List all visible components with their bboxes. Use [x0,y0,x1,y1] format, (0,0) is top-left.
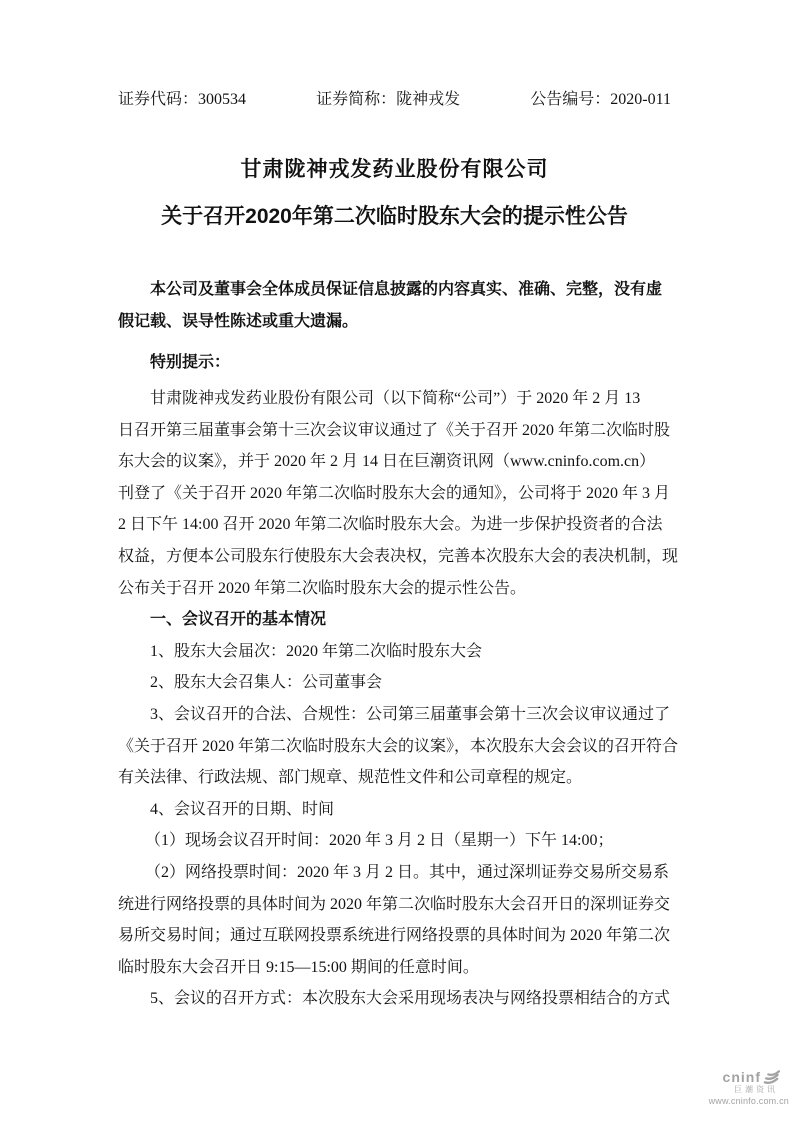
cninfo-brand-text: cninf [722,1069,761,1085]
body-line: 易所交易时间；通过互联网投票系统进行网络投票的具体时间为 2020 年第二次 [118,927,671,945]
announcement-number: 公告编号：2020-011 [530,91,671,108]
declaration-line: 本公司及董事会全体成员保证信息披露的内容真实、准确、完整，没有虚 [150,281,663,298]
body-line: 统进行网络投票的具体时间为 2020 年第二次临时股东大会召开日的深圳证券交 [118,895,671,913]
body-line: 日召开第三届董事会第十三次会议审议通过了《关于召开 2020 年第二次临时股 [118,421,671,439]
body-line: 4、会议召开的日期、时间 [150,800,335,818]
company-name-title: 甘肃陇神戎发药业股份有限公司 [240,158,549,181]
cninfo-chinese-name: 巨潮资讯 [734,1085,778,1095]
cninfo-brand-row [690,1070,790,1085]
body-line: 2、股东大会召集人：公司董事会 [150,674,383,692]
body-line: 刊登了《关于召开 2020 年第二次临时股东大会的通知》，公司将于 2020 年 3 月 [118,484,671,502]
body-line: 甘肃陇神戎发药业股份有限公司（以下简称“公司”）于 2020 年 2 月 13 [150,390,641,407]
security-code: 证券代码：300534 [118,91,247,108]
body-line: 《关于召开 2020 年第二次临时股东大会的议案》，本次股东大会会议的召开符合 [118,737,679,755]
body-line: 3、会议召开的合法、合规性：公司第三届董事会第十三次会议审议通过了 [150,705,671,723]
body-line: 2 日下午 14:00 召开 2020 年第二次临时股东大会。为进一步保护投资者的合法 [118,516,663,534]
section-heading: 一、会议召开的基本情况 [150,611,327,629]
security-name: 证券简称：陇神戎发 [316,91,461,108]
document-header [118,89,671,111]
announcement-title: 关于召开2020年第二次临时股东大会的提示性公告 [161,205,628,228]
body-line: 有关法律、行政法规、部门规章、规范性文件和公司章程的规定。 [118,769,583,787]
special-notice-label: 特别提示： [150,354,231,371]
announcement-body [118,383,678,1015]
body-line: 临时股东大会召开日 9:15—15:00 期间的任意时间。 [118,958,479,976]
cninfo-url: www.cninfo.com.cn [708,1096,789,1107]
body-line: 东大会的议案》，并于 2020 年 2 月 14 日在巨潮资讯网（www.cninfo.com.cn） [118,453,656,471]
body-line: 1、股东大会届次：2020 年第二次临时股东大会 [150,642,483,660]
body-line: 公布关于召开 2020 年第二次临时股东大会的提示性公告。 [118,579,527,597]
cninfo-logo [690,1070,790,1107]
body-line: （2）网络投票时间：2020 年 3 月 2 日。其中，通过深圳证券交易所交易系 [145,863,670,881]
truthfulness-declaration [118,274,671,337]
body-line: 5、会议的召开方式：本次股东大会采用现场表决与网络投票相结合的方式 [150,990,671,1008]
body-line: 权益，方便本公司股东行使股东大会表决权，完善本次股东大会的表决机制，现 [118,547,679,565]
body-line: （1）现场会议召开时间：2020 年 3 月 2 日（星期一）下午 14:00； [145,832,614,850]
declaration-line: 假记载、误导性陈述或重大遗漏。 [118,312,359,330]
cninfo-swirl-icon [762,1070,780,1085]
